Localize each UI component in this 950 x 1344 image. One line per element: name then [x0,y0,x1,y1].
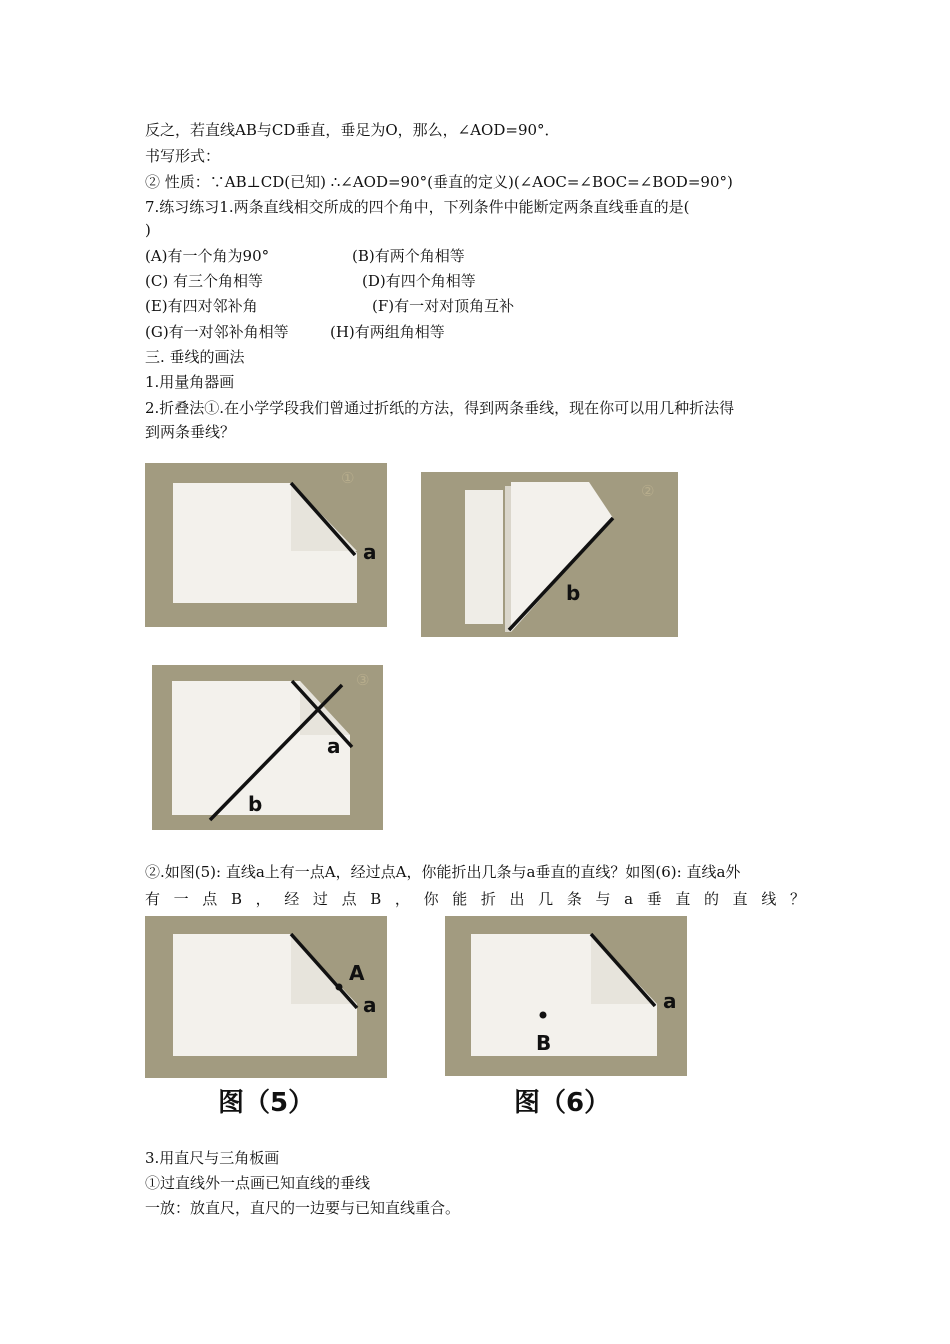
text-line-converse: 反之，若直线AB与CD垂直，垂足为O，那么，∠AOD=90°． [145,121,560,139]
fold-photo-1 [145,463,387,627]
option-d: (D)有四个角相等 [362,272,476,290]
option-c: (C) 有三个角相等 [145,272,263,290]
option-f: (F)有一对对顶角互补 [372,297,515,315]
text-line-folding: 2.折叠法①.在小学学段我们曾通过折纸的方法，得到两条垂线，现在你可以用几种折法得 [145,399,735,417]
option-h: (H)有两组角相等 [330,323,445,341]
text-line-property: ② 性质：∵AB⊥CD(已知) ∴∠AOD=90°(垂直的定义)(∠AOC=∠BOC=∠BOD=90°) [145,173,733,191]
label-b: b [566,581,581,605]
text-line-folding-cont: 到两条垂线？ [145,423,236,441]
option-g: (G)有一对邻补角相等 [145,323,289,341]
text-line-writing-form: 书写形式： [145,147,221,165]
fold-photo-2 [421,472,678,637]
point-a-dot [336,984,343,991]
text-line-step-one: 一放：放直尺，直尺的一边要与已知直线重合。 [145,1199,461,1217]
fold-photo-figure-6 [445,916,687,1076]
text-line-protractor: 1.用量角器画 [145,373,235,391]
caption-figure-6: 图（6） [514,1088,611,1118]
text-line-exercise: 7.练习练习1.两条直线相交所成的四个角中，下列条件中能断定两条直线垂直的是( [145,198,690,216]
label-point-b: B [536,1031,552,1055]
photo-number-2: ② [641,482,655,500]
fold-photo-3 [152,665,383,830]
option-e: (E)有四对邻补角 [145,297,258,315]
text-line-figure-question: ②.如图(5): 直线a上有一点A，经过点A，你能折出几条与a垂直的直线？如图(6): 直线a外 [145,863,741,881]
label-line-a: a [663,989,677,1013]
label-line-a: a [363,993,377,1017]
label-a: a [327,734,341,758]
fold-photo-figure-5 [145,916,387,1078]
text-line-paren: ) [145,221,151,239]
photo-number-1: ① [341,469,355,487]
photo-number-3: ③ [356,671,370,689]
label-a: a [363,540,377,564]
point-b-dot [540,1012,547,1019]
text-line-ruler-triangle: 3.用直尺与三角板画 [145,1149,280,1167]
section-heading-perpendicular-drawing: 三. 垂线的画法 [145,348,245,366]
caption-figure-5: 图（5） [218,1088,315,1118]
option-b: (B)有两个角相等 [352,247,465,265]
text-line-draw-through-point: ①过直线外一点画已知直线的垂线 [145,1174,371,1192]
label-point-a: A [349,961,365,985]
option-a: (A)有一个角为90° [145,247,270,265]
text-line-figure-question-cont: 有一点B，经过点B，你能折出几条与a垂直的直线？ [145,890,805,908]
label-b: b [248,792,263,816]
